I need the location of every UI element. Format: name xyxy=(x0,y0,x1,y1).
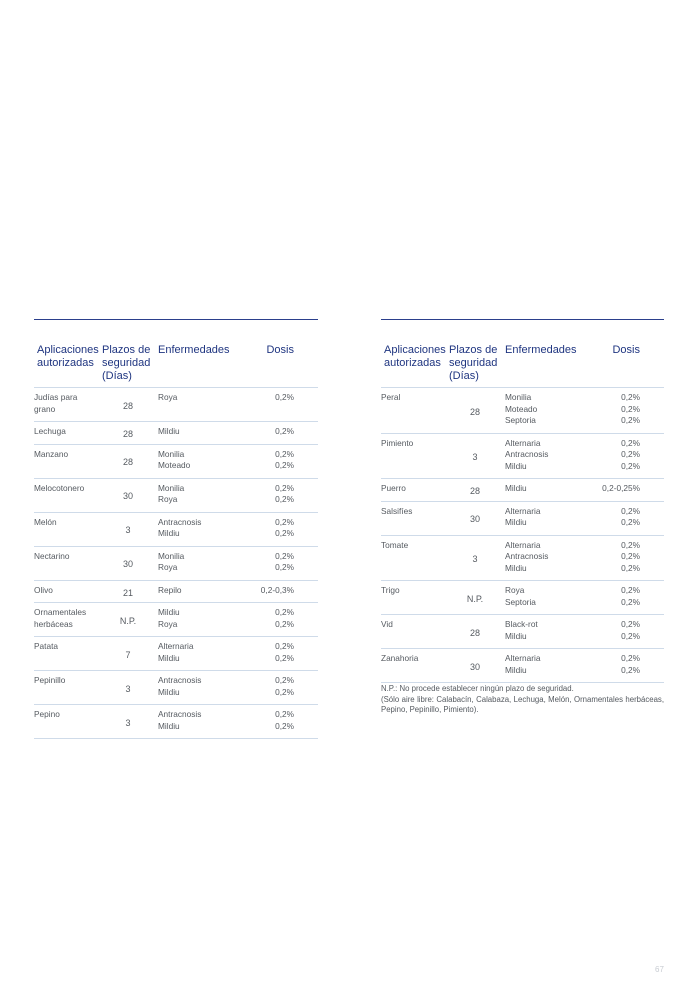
disease-name: Mildiu xyxy=(505,562,527,573)
table-row xyxy=(381,479,664,502)
disease-cell xyxy=(503,502,600,535)
crop-cell: Nectarino xyxy=(34,550,70,561)
disease-cell xyxy=(156,671,254,704)
disease-name: Moteado xyxy=(158,460,191,470)
plazo-cell: 28 xyxy=(122,400,133,411)
crop-cell: Puerro xyxy=(381,483,406,493)
dose-value: 0,2% xyxy=(621,403,640,414)
table-row xyxy=(381,434,664,480)
footnote-np: N.P.: No procede establecer ningún plazo de seguridad. xyxy=(381,684,574,693)
crop-cell: Olivo xyxy=(34,584,53,595)
plazo-cell: 28 xyxy=(122,429,133,439)
dose-value: 0,2% xyxy=(621,596,640,607)
header-enfermedades: Enfermedades xyxy=(505,344,577,356)
disease-name: Mildiu xyxy=(158,528,180,538)
dose-value: 0,2% xyxy=(275,652,294,663)
dose-value: 0,2% xyxy=(275,516,294,527)
dose-cell xyxy=(254,445,318,478)
dose-value: 0,2-0,3% xyxy=(260,584,294,595)
disease-cell xyxy=(156,603,254,636)
dose-value: 0,2% xyxy=(621,392,640,402)
dose-value: 0,2% xyxy=(621,619,640,629)
plazo-cell: 3 xyxy=(125,717,131,728)
disease-cell xyxy=(503,581,600,614)
footnote-solo: (Sólo aire libre: Calabacín, Calabaza, Lechuga, Melón, Ornamentales herbáceas, Pepino, Pepinillo, Pimiento). xyxy=(381,694,664,714)
disease-name: Moteado xyxy=(505,403,538,414)
table-row xyxy=(34,479,318,513)
dose-value: 0,2% xyxy=(621,505,640,516)
disease-cell xyxy=(156,513,254,546)
disease-name: Alternaria xyxy=(505,437,541,448)
right-table-header xyxy=(381,320,664,388)
crop-cell: Vid xyxy=(381,619,393,629)
header-dosis: Dosis xyxy=(266,344,294,356)
disease-name: Monilia xyxy=(505,392,532,402)
table-row xyxy=(34,422,318,445)
dose-value: 0,2% xyxy=(275,460,294,470)
table-row xyxy=(34,581,318,604)
left-table-header xyxy=(34,320,318,388)
table-row xyxy=(34,513,318,547)
crop-cell: Melocotonero xyxy=(34,482,85,493)
dose-value: 0,2% xyxy=(275,618,294,629)
plazo-cell: 28 xyxy=(469,406,480,417)
dose-cell xyxy=(254,479,318,512)
disease-name: Antracnosis xyxy=(505,449,549,459)
dose-value: 0,2% xyxy=(275,562,294,572)
table-row xyxy=(381,615,664,649)
disease-cell xyxy=(503,434,600,479)
disease-name: Septoria xyxy=(505,415,536,425)
right-table xyxy=(381,319,664,683)
dose-cell xyxy=(254,603,318,636)
table-row xyxy=(34,705,318,739)
disease-name: Antracnosis xyxy=(158,516,202,527)
disease-name: Mildiu xyxy=(158,426,180,436)
dose-cell xyxy=(600,388,664,433)
dose-value: 0,2% xyxy=(275,550,294,561)
dose-value: 0,2% xyxy=(621,517,640,527)
plazo-cell: 30 xyxy=(469,514,480,525)
disease-name: Monilia xyxy=(158,482,185,493)
header-enfermedades: Enfermedades xyxy=(158,344,230,356)
dose-value: 0,2% xyxy=(275,448,294,459)
dose-value: 0,2% xyxy=(275,392,294,402)
plazo-cell: 30 xyxy=(469,661,480,672)
disease-name: Monilia xyxy=(158,448,185,459)
disease-name: Alternaria xyxy=(505,653,541,663)
disease-name: Septoria xyxy=(505,596,536,607)
dose-cell xyxy=(254,671,318,704)
disease-cell xyxy=(503,536,600,581)
table-row xyxy=(381,581,664,615)
plazo-cell: 30 xyxy=(122,491,133,502)
disease-name: Mildiu xyxy=(505,483,527,493)
dose-value: 0,2% xyxy=(275,494,294,504)
page-number: 67 xyxy=(655,965,664,974)
dose-cell xyxy=(254,705,318,738)
disease-cell xyxy=(156,547,254,580)
disease-name: Repilo xyxy=(158,584,182,595)
disease-name: Roya xyxy=(158,562,178,572)
plazo-cell: N.P. xyxy=(119,615,137,626)
dose-cell xyxy=(600,502,664,535)
header-dosis: Dosis xyxy=(612,344,640,356)
dose-value: 0,2% xyxy=(621,653,640,663)
dose-cell xyxy=(254,581,318,603)
table-row xyxy=(34,637,318,671)
crop-cell: Zanahoria xyxy=(381,653,419,663)
disease-cell xyxy=(156,637,254,670)
dose-value: 0,2% xyxy=(621,539,640,550)
header-plazos: Plazos de seguridad (Días) xyxy=(102,344,151,382)
disease-cell xyxy=(503,649,600,682)
header-aplicaciones: Aplicaciones autorizadas xyxy=(384,344,446,369)
disease-name: Mildiu xyxy=(158,652,180,663)
disease-name: Roya xyxy=(158,618,178,629)
dose-cell xyxy=(600,581,664,614)
dose-value: 0,2% xyxy=(275,528,294,538)
dose-value: 0,2% xyxy=(621,562,640,573)
left-table-body xyxy=(34,388,318,739)
dose-cell xyxy=(600,615,664,648)
disease-name: Alternaria xyxy=(505,505,541,516)
header-plazos: Plazos de seguridad (Días) xyxy=(449,344,498,382)
disease-name: Mildiu xyxy=(158,686,180,697)
plazo-cell: 21 xyxy=(122,587,133,598)
dose-value: 0,2% xyxy=(275,709,294,719)
disease-cell xyxy=(503,388,600,433)
disease-cell xyxy=(156,445,254,478)
dose-cell xyxy=(254,388,318,421)
disease-name: Monilia xyxy=(158,550,185,561)
crop-cell: Melón xyxy=(34,516,57,527)
plazo-cell: 28 xyxy=(469,486,480,496)
dose-value: 0,2% xyxy=(621,630,640,641)
dose-value: 0,2% xyxy=(275,607,294,617)
dose-cell xyxy=(600,649,664,682)
table-row xyxy=(381,502,664,536)
crop-cell: Pimiento xyxy=(381,437,414,448)
dose-value: 0,2% xyxy=(621,551,640,561)
table-row xyxy=(34,388,318,422)
plazo-cell: N.P. xyxy=(466,593,484,604)
disease-name: Antracnosis xyxy=(158,709,202,719)
disease-name: Roya xyxy=(505,585,525,595)
disease-name: Antracnosis xyxy=(158,675,202,685)
dose-value: 0,2% xyxy=(621,449,640,459)
disease-cell xyxy=(156,388,254,421)
dose-value: 0,2% xyxy=(275,426,294,436)
right-table-body xyxy=(381,388,664,683)
dose-value: 0,2% xyxy=(621,460,640,471)
left-table xyxy=(34,319,318,739)
plazo-cell: 3 xyxy=(472,554,478,564)
crop-cell: Manzano xyxy=(34,448,69,459)
table-row xyxy=(381,649,664,683)
table-row xyxy=(34,547,318,581)
disease-cell xyxy=(156,422,254,444)
dose-value: 0,2% xyxy=(275,675,294,685)
crop-cell: Trigo xyxy=(381,585,400,595)
disease-cell xyxy=(503,615,600,648)
plazo-cell: 3 xyxy=(125,525,131,536)
dose-cell xyxy=(600,536,664,581)
disease-cell xyxy=(156,479,254,512)
crop-cell: Peral xyxy=(381,392,401,402)
disease-name: Mildiu xyxy=(158,607,180,617)
crop-cell: Judías para grano xyxy=(34,392,78,414)
dose-value: 0,2% xyxy=(275,482,294,493)
crop-cell: Pepino xyxy=(34,709,60,719)
crop-cell: Ornamentales herbáceas xyxy=(34,607,87,629)
plazo-cell: 7 xyxy=(125,649,131,660)
dose-value: 0,2% xyxy=(621,664,640,675)
crop-cell: Pepinillo xyxy=(34,675,66,685)
table-row xyxy=(34,603,318,637)
table-row xyxy=(34,671,318,705)
table-row xyxy=(381,536,664,582)
dose-value: 0,2% xyxy=(621,437,640,448)
dose-cell xyxy=(254,637,318,670)
crop-cell: Lechuga xyxy=(34,426,66,436)
disease-name: Mildiu xyxy=(505,460,527,471)
disease-name: Mildiu xyxy=(505,664,527,675)
dose-value: 0,2% xyxy=(275,686,294,697)
disease-name: Roya xyxy=(158,494,178,504)
crop-cell: Salsifíes xyxy=(381,505,413,516)
plazo-cell: 3 xyxy=(125,683,131,694)
dose-value: 0,2% xyxy=(621,585,640,595)
dose-cell xyxy=(600,479,664,501)
disease-name: Roya xyxy=(158,392,178,402)
footnote xyxy=(381,684,664,716)
crop-cell: Patata xyxy=(34,641,58,651)
disease-name: Alternaria xyxy=(505,539,541,550)
table-row xyxy=(381,388,664,434)
dose-cell xyxy=(254,422,318,444)
disease-cell xyxy=(503,479,600,501)
header-aplicaciones: Aplicaciones autorizadas xyxy=(37,344,99,369)
disease-name: Mildiu xyxy=(505,517,527,527)
plazo-cell: 28 xyxy=(469,627,480,638)
disease-name: Antracnosis xyxy=(505,551,549,561)
disease-name: Black-rot xyxy=(505,619,538,629)
disease-name: Mildiu xyxy=(158,720,180,731)
dose-value: 0,2% xyxy=(275,641,294,651)
crop-cell: Tomate xyxy=(381,539,409,550)
plazo-cell: 28 xyxy=(122,457,133,468)
plazo-cell: 3 xyxy=(472,452,478,462)
dose-cell xyxy=(254,547,318,580)
dose-cell xyxy=(600,434,664,479)
plazo-cell: 30 xyxy=(122,559,133,570)
disease-name: Alternaria xyxy=(158,641,194,651)
disease-cell xyxy=(156,705,254,738)
disease-cell xyxy=(156,581,254,603)
table-row xyxy=(34,445,318,479)
dose-value: 0,2% xyxy=(621,415,640,425)
disease-name: Mildiu xyxy=(505,630,527,641)
dose-cell xyxy=(254,513,318,546)
dose-value: 0,2-0,25% xyxy=(602,483,640,493)
dose-value: 0,2% xyxy=(275,720,294,731)
